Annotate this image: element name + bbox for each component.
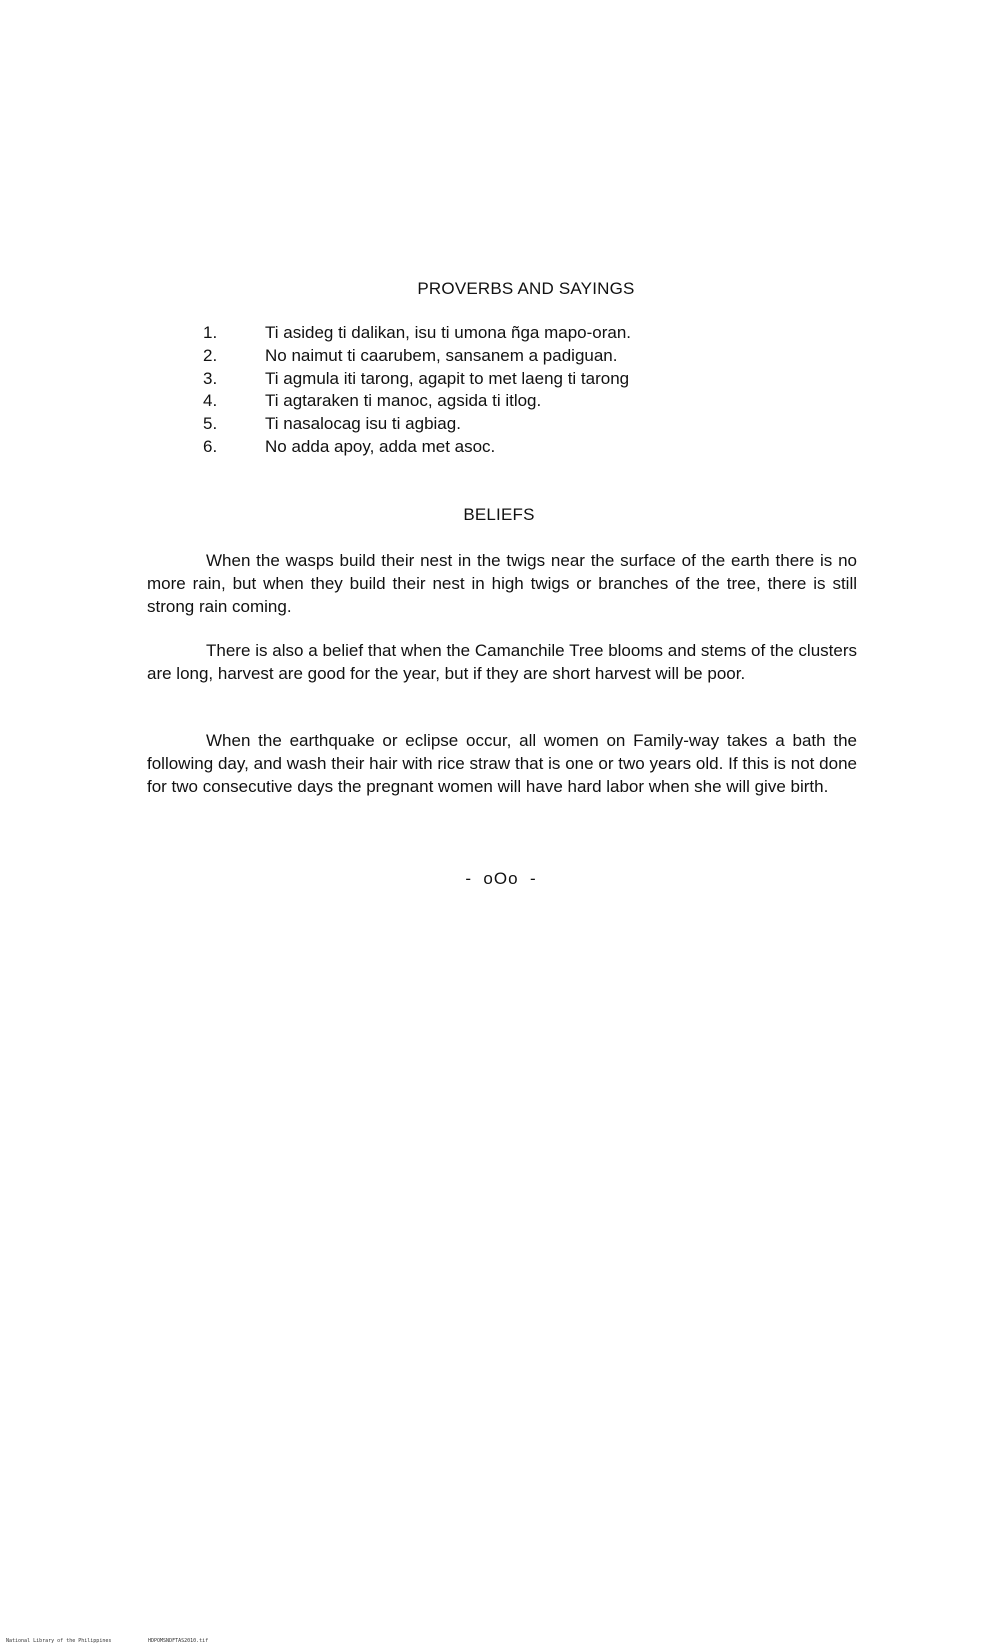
proverb-item: [203, 436, 631, 459]
belief-paragraph-camanchile: There is also a belief that when the Camanchile Tree blooms and stems of the clusters are long, harvest are good for the year, but if they are short harvest will be poor.: [147, 641, 857, 683]
proverb-number: 6.: [203, 436, 218, 456]
proverb-number: 3.: [203, 368, 218, 388]
proverb-text: No adda apoy, adda met asoc.: [265, 436, 496, 456]
footer-file-name: HDPOMSNDFTAS2010.tif: [148, 1638, 209, 1644]
closing-ornament: - oOo -: [465, 869, 537, 888]
proverb-text: Ti agtaraken ti manoc, agsida ti itlog.: [265, 391, 542, 411]
proverb-number: 5.: [203, 414, 218, 434]
proverb-number: 4.: [203, 391, 218, 411]
proverb-item: [203, 322, 631, 345]
proverb-item: [203, 390, 631, 413]
proverb-item: [203, 368, 631, 391]
belief-paragraph-wasps: When the wasps build their nest in the twigs near the surface of the earth there is no more rain, but when they build their nest in high twigs or branches of the tree, there is still strong rain coming.: [147, 551, 857, 616]
proverb-text: No naimut ti caarubem, sansanem a padiguan.: [265, 345, 618, 365]
footer-library-credit: National Library of the Philippines: [6, 1638, 112, 1644]
beliefs-heading: BELIEFS: [463, 505, 535, 524]
proverb-number: 1.: [203, 323, 218, 342]
proverb-item: [203, 345, 631, 368]
proverb-text: Ti agmula iti tarong, agapit to met laeng ti tarong: [265, 368, 630, 388]
proverb-number: 2.: [203, 345, 218, 365]
belief-paragraph-eclipse: When the earthquake or eclipse occur, all women on Family-way takes a bath the following day, and wash their hair with rice straw that is one or two years old. If this is not done for two consecutive days the pregnant women will have hard labor when she will give birth.: [147, 731, 857, 796]
proverb-text: Ti nasalocag isu ti agbiag.: [265, 414, 461, 434]
proverb-item: [203, 413, 631, 436]
proverbs-heading: PROVERBS AND SAYINGS: [417, 279, 635, 298]
proverb-text: Ti asideg ti dalikan, isu ti umona ñga mapo-oran.: [265, 323, 632, 342]
proverb-list: [203, 322, 631, 459]
